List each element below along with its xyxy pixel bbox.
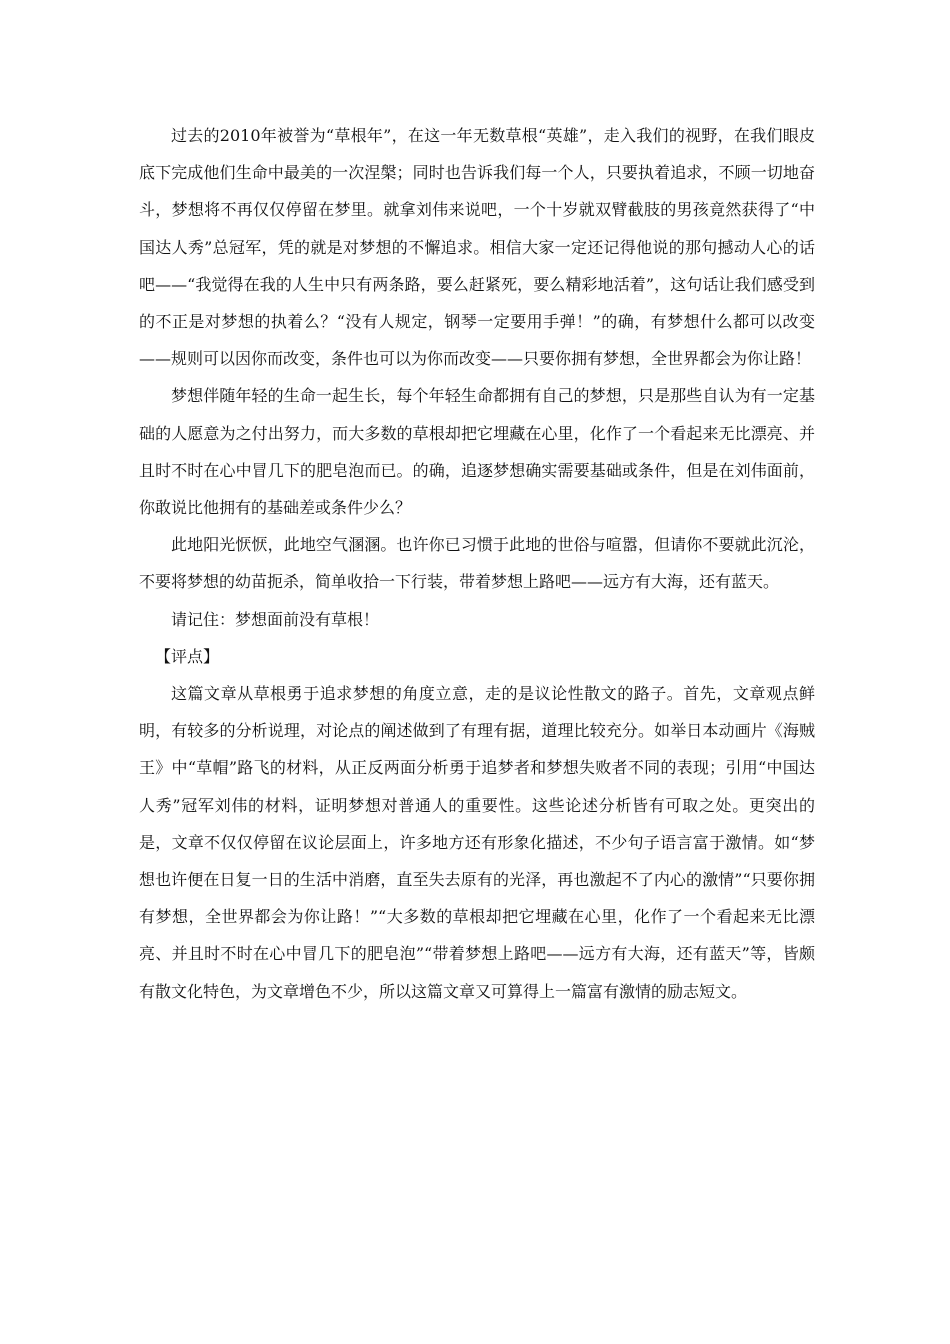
commentary-paragraph: 这篇文章从草根勇于追求梦想的角度立意，走的是议论性散文的路子。首先，文章观点鲜明，有较多的分析说理，对论点的阐述做到了有理有据，道理比较充分。如举日本动画片《海贼王》中“草帽”路飞的材料，从正反两面分析勇于追梦者和梦想失败者不同的表现；引用“中国达人秀”冠军刘伟的材料，证明梦想对普通人的重要性。这些论述分析皆有可取之处。更突出的是，文章不仅仅停留在议论层面上，许多地方还有形象化描述，不少句子语言富于激情。如“梦想也许便在日复一日的生活中消磨，直至失去原有的光泽，再也激起不了内心的激情”“只要你拥有梦想，全世界都会为你让路！”“大多数的草根却把它埋藏在心里，化作了一个看起来无比漂亮、并且时不时在心中冒几下的肥皂泡”“带着梦想上路吧——远方有大海，还有蓝天”等，皆颇有散文化特色，为文章增色不少，所以这篇文章又可算得上一篇富有激情的励志短文。	[139, 684, 815, 1001]
essay-paragraph-1: 过去的2010年被誉为“草根年”，在这一年无数草根“英雄”，走入我们的视野，在我们眼皮底下完成他们生命中最美的一次涅槃；同时也告诉我们每一个人，只要执着追求，不顾一切地奋斗，梦想将不再仅仅停留在梦里。就拿刘伟来说吧，一个十岁就双臂截肢的男孩竟然获得了“中国达人秀”总冠军，凭的就是对梦想的不懈追求。相信大家一定还记得他说的那句撼动人心的话吧——“我觉得在我的人生中只有两条路，要么赶紧死，要么精彩地活着”，这句话让我们感受到的不正是对梦想的执着么？“没有人规定，钢琴一定要用手弹！”的确，有梦想什么都可以改变——规则可以因你而改变，条件也可以为你而改变——只要你拥有梦想，全世界都会为你让路！	[139, 126, 815, 369]
document-body	[139, 117, 815, 1010]
essay-paragraph-2: 梦想伴随年轻的生命一起生长，每个年轻生命都拥有自己的梦想，只是那些自认为有一定基础的人愿意为之付出努力，而大多数的草根却把它埋藏在心里，化作了一个看起来无比漂亮、并且时不时在心中冒几下的肥皂泡而已。的确，追逐梦想确实需要基础或条件，但是在刘伟面前，你敢说比他拥有的基础差或条件少么？	[139, 386, 815, 518]
essay-paragraph-3: 此地阳光恹恹，此地空气溷溷。也许你已习惯于此地的世俗与喧嚣，但请你不要就此沉沦，不要将梦想的幼苗扼杀，简单收拾一下行装，带着梦想上路吧——远方有大海，还有蓝天。	[139, 535, 815, 592]
commentary-heading: 【评点】	[155, 646, 220, 666]
essay-closing-line: 请记住：梦想面前没有草根！	[171, 609, 380, 629]
